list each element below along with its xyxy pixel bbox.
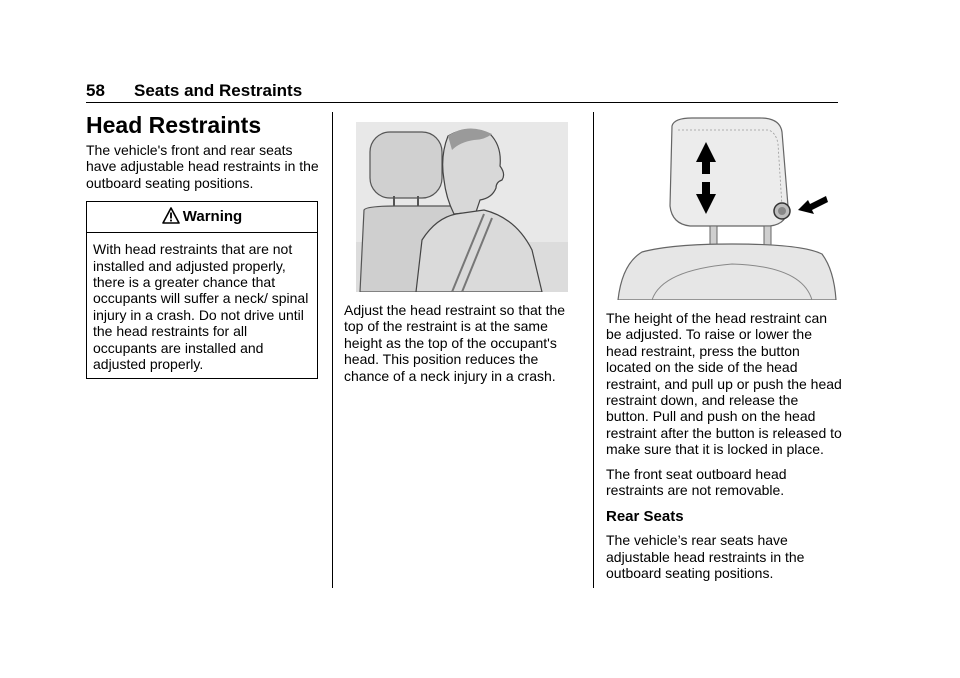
column-divider: [593, 112, 594, 588]
adjust-paragraph: Adjust the head restraint so that the top of the restraint is at the same height as the top of the occupant's head. This position reduces the chance of a neck injury in a crash.: [344, 302, 566, 384]
column-divider: [332, 112, 333, 588]
intro-paragraph: The vehicle's front and rear seats have adjustable head restraints in the outboard seating positions.: [86, 142, 319, 191]
page-header: [86, 80, 838, 103]
seated-occupant-head-restraint-illustration: [356, 122, 568, 292]
chapter-title: Seats and Restraints: [134, 81, 303, 100]
warning-title: Warning: [182, 208, 243, 226]
page-number: 58: [86, 81, 105, 100]
column-3: [606, 112, 842, 590]
warning-text: With head restraints that are not installed and adjusted properly, there is a greater chance that occupants will suffer a neck/ spinal injury in a crash. Do not drive until the head restraints for all occupants are installed and adjusted properly.: [93, 241, 309, 373]
column-1: [86, 112, 322, 379]
rear-seats-heading: Rear Seats: [606, 508, 684, 526]
section-title: Head Restraints: [86, 112, 262, 138]
not-removable-paragraph: The front seat outboard head restraints are not removable.: [606, 465, 787, 499]
head-restraint-adjust-button-illustration: [612, 114, 838, 300]
rear-seats-paragraph: The vehicle’s rear seats have adjustable head restraints in the outboard seating positions.: [606, 532, 805, 582]
height-adjust-paragraph: The height of the head restraint can be adjusted. To raise or lower the head restraint, press the button located on the side of the head restraint, and pull up or push the head restraint down, and release the button. Pull and push on the head restraint after the button is released to make sure that it is locked in place.: [606, 310, 842, 458]
column-2: [344, 112, 580, 392]
warning-triangle-icon: [162, 207, 180, 224]
warning-box: [86, 201, 318, 379]
warning-header: [87, 202, 317, 233]
